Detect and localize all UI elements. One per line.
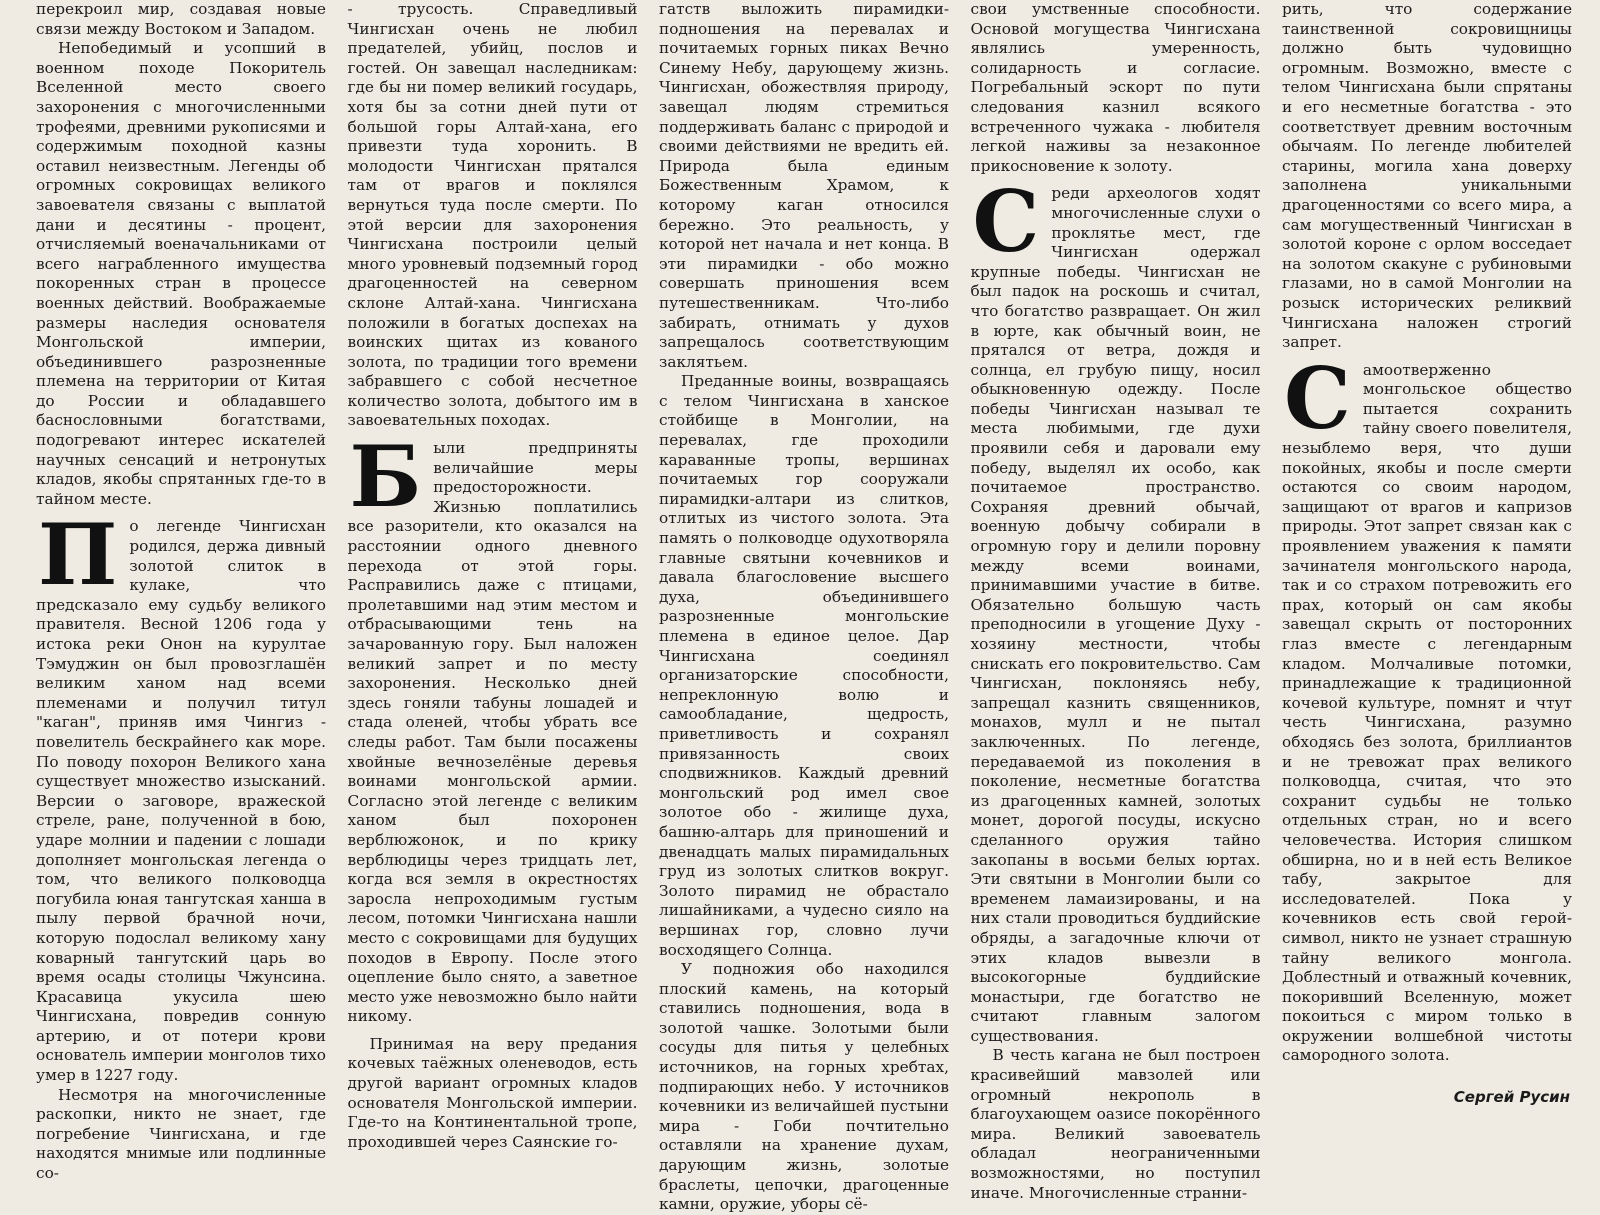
paragraph: [348, 0, 638, 431]
paragraph: [971, 0, 1261, 176]
drop-cap-letter: П: [38, 505, 118, 605]
article-column-1: [36, 0, 326, 1183]
paragraph: [659, 372, 949, 960]
paragraph: [36, 505, 326, 1085]
drop-cap-letter: С: [972, 172, 1040, 272]
paragraph: [36, 1086, 326, 1184]
article-column-2: [347, 0, 638, 1151]
drop-cap-letter: С: [1284, 348, 1351, 448]
article-column-4: [970, 0, 1261, 1202]
paragraph-text: Принимая на веру предания кочевых таёжных оленеводов, есть другой вариант огромных кладов основателя Монгольской империи. Где-то на Континентальной тропе, проходившей через Саянские го-: [347, 1034, 638, 1151]
paragraph: [36, 0, 326, 39]
paragraph: [659, 960, 949, 1215]
paragraph: [970, 172, 1261, 1046]
article-column-5: [1282, 0, 1572, 1107]
paragraph-text: Непобедимый и усопший в военном походе Покоритель Вселенной место своего захоронения с многочисленными трофеями, древними рукописями и содержимым походной казны оставил неизвестным. Легенды об огромных сокровищах великого завоевателя связаны с выплатой дани и десятины - процент, отчисляемый военачальниками от всего награбленного имущества покоренных стран в процессе военных действий. Воображаемые размеры наследия основателя Монгольской империи, объединившего разрозненные племена на территории от Китая до России и обладавшего баснословными богатствами, подогревают интерес искателей научных сенсаций и нетронутых кладов, якобы спрятанных где-то в тайном месте.: [36, 39, 326, 508]
paragraph-text: гатств выложить пирамидки-подношения на перевалах и почитаемых горных пиках Вечно Синему Небу, дарующему жизнь. Чингисхан, обожествляя природу, завещал людям стремиться поддерживать баланс с природой и своими действиями не вредить ей. Природа была единым Божественным Храмом, к которому каган относился бережно. Это реальность, у которой нет начала и нет конца. В эти пирамидки - обо можно совершать приношения всем путешественникам. Что-либо забирать, отнимать у духов запрещалось соответствующим заклятьем.: [659, 0, 949, 371]
paragraph-text: - трусость. Справедливый Чингисхан очень не любил предателей, убийц, послов и гостей. Он завещал наследникам: где бы ни помер великий государь, хотя бы за сотни дней пути от большой горы Алтай-хана, его привезти туда хоронить. В молодости Чингисхан прятался там от врагов и поклялся вернуться туда после смерти. По этой версии для захоронения Чингисхана построили целый много уровневый подземный город драгоценностей на северном склоне Алтай-хана. Чингисхана положили в богатых доспехах на воинских щитах из кованого золота, по традиции того времени забравшего с собой несчетное количество золота, добытого им в завоевательных походах.: [347, 0, 638, 430]
paragraph-text: реди археологов ходят многочисленные слухи о проклятье мест, где Чингисхан одержал крупные победы. Чингисхан не был падок на роскошь и считал, что богатство развращает. Он жил в юрте, как обычный воин, не прятался от ветра, дождя и солнца, ел грубую пищу, носил обыкновенную одежду. После победы Чингисхан называл те места любимыми, где духи проявили себя и даровали ему победу, выделял их особо, как почитаемое пространство. Сохраняя древний обычай, военную добычу собирали в огромную гору и делили поровну между всеми воинами, принимавшими участие в битве. Обязательно большую часть преподносили в угощение Духу - хозяину местности, чтобы снискать его покровительство. Сам Чингисхан, поклоняясь небу, запрещал казнить священников, монахов, мулл и не пытал заключенных. По легенде, передаваемой из поколения в поколение, несметные богатства из драгоценных камней, золотых монет, дорогой посуды, искусно сделанного оружия тайно закопаны в восьми белых юртах. Эти святыни в Монголии были со временем ламаизированы, и на них стали проводиться буддийские обряды, а загадочные ключи от этих кладов вывезли в высокогорные буддийские монастыри, где богатство не считают главным залогом существования.: [970, 184, 1261, 1045]
paragraph-text: свои умственные способности. Основой могущества Чингисхана являлись умеренность, солидарность и согласие. Погребальный эскорт по пути следования казнил всякого встреченного чужака - любителя легкой наживы за незаконное прикосновение к золоту.: [970, 0, 1261, 175]
article-column-3: [659, 0, 949, 1214]
paragraph: [347, 427, 638, 1027]
paragraph-text: ыли предприняты величайшие меры предосторожности. Жизнью поплатились все разорители, кто оказался на расстоянии одного дневного перехода от этой горы. Расправились даже с птицами, пролетавшими над этим местом и отбрасывающими тень на зачарованную гору. Был наложен великий запрет и по месту захоронения. Несколько дней здесь гоняли табуны лошадей и стада оленей, чтобы убрать все следы работ. Там были посажены хвойные вечнозелёные деревья воинами монгольской армии. Согласно этой легенде с великим ханом был похоронен верблюжонок, и по крику верблюдицы через тридцать лет, когда вся земля в окрестностях заросла непроходимым густым лесом, потомки Чингисхана нашли место с сокровищами для будущих походов в Европу. После этого оцепление было снято, а заветное место уже невозможно было найти никому.: [347, 439, 638, 1026]
paragraph-text: амоотверженно монгольское общество пытается сохранить тайну своего повелителя, незыблемо веря, что души покойных, якобы и после смерти остаются со своим народом, защищают от врагов и капризов природы. Этот запрет связан как с проявлением уважения к памяти зачинателя монгольского народа, так и со страхом потревожить его прах, который он сам якобы завещал скрыть от посторонних глаз вместе с легендарным кладом. Молчаливые потомки, принадлежащие к традиционной кочевой культуре, помнят и чтут честь Чингисхана, разумно обходясь без золота, бриллиантов и не тревожат прах великого полководца, считая, что это сохранит судьбы не только отдельных стран, но и всего человечества. История слишком обширна, но и в ней есть Великое табу, закрытое для исследователей. Пока у кочевников есть свой герой-символ, никто не узнает страшную тайну великого монгола. Доблестный и отважный кочевник, покоривший Вселенную, может покоиться с миром только в окружении волшебной чистоты самородного золота.: [1282, 360, 1572, 1065]
paragraph: [36, 39, 326, 509]
paragraph-text: перекроил мир, создавая новые связи между Востоком и Западом.: [36, 0, 326, 38]
paragraph-text: У подножия обо находился плоский камень, на который ставились подношения, вода в золотой чашке. Золотыми были сосуды для питья у целебных источников, на горных хребтах, подпирающих небо. У источников кочевники из величайшей пустыни мира - Гоби почтительно оставляли на хранение духам, дарующим жизнь, золотые браслеты, цепочки, драгоценные камни, оружие, уборы сё-: [659, 960, 949, 1214]
paragraph: [1282, 0, 1572, 353]
paragraph-text: рить, что содержание таинственной сокровищницы должно быть чудовищно огромным. Возможно, вместе с телом Чингисхана были спрятаны и его несметные богатства - это соответствует древним восточным обычаям. По легенде любителей старины, могила хана доверху заполнена уникальными драгоценностями со всего мира, а сам могущественный Чингисхан в золотой короне с орлом восседает на золотом скакуне с рубиновыми глазами, но в самой Монголии на розыск исторических реликвий Чингисхана наложен строгий запрет.: [1282, 0, 1572, 352]
author-signature: Сергей Русин: [1453, 1088, 1570, 1107]
column-5-body: [1282, 0, 1572, 1066]
paragraph-text: В честь кагана не был построен красивейший мавзолей или огромный некрополь в благоухающем оазисе покорённого мира. Великий завоеватель обладал неограниченными возможностями, но поступил иначе. Многочисленные странни-: [970, 1046, 1261, 1202]
paragraph-text: о легенде Чингисхан родился, держа дивный золотой слиток в кулаке, что предсказало ему судьбу великого правителя. Весной 1206 года у истока реки Онон на курултае Тэмуджин он был провозглашён великим ханом над всеми племенами и получил титул "каган", приняв имя Чингиз - повелитель бескрайнего как море. По поводу похорон Великого хана существует множество изысканий. Версии о заговоре, вражеской стреле, ране, полученной в бою, ударе молнии и падении с лошади дополняет монгольская легенда о том, что великого полководца погубила юная тангутская ханша в пылу первой брачной ночи, которую подослал великому хану коварный тангутский царь во время осады столицы Чжунсина. Красавица укусила шею Чингисхана, повредив сонную артерию, и от потери крови основатель империи монголов тихо умер в 1227 году.: [36, 517, 326, 1085]
paragraph: [971, 1046, 1261, 1203]
paragraph: [348, 1035, 638, 1153]
drop-cap-letter: Б: [349, 427, 422, 527]
paragraph-text: Преданные воины, возвращаясь с телом Чингисхана в ханское стойбище в Монголии, на перевалах, где проходили караванные тропы, вершинах почитаемых гор сооружали пирамидки-алтари из слитков, отлитых из чистого золота. Эта память о полководце одухотворяла главные святыни кочевников и давала благословение высшего духа, объединившего разрозненные монгольские племена в единое целое. Дар Чингисхана соединял организаторские способности, непреклонную волю и самообладание, щедрость, приветливость и сохранял привязанность своих сподвижников. Каждый древний монгольский род имел свое золотое обо - жилище духа, башню-алтарь для приношений и двенадцать малых пирамидальных груд из золотых слитков вокруг. Золото пирамид не обрастало лишайниками, а чудесно сияло на вершинах гор, словно лучи восходящего Солнца.: [659, 372, 949, 959]
paragraph: [1282, 348, 1572, 1066]
paragraph: [659, 0, 949, 372]
newspaper-page: [36, 0, 1572, 1214]
paragraph-text: Несмотря на многочисленные раскопки, никто не знает, где погребение Чингисхана, и где находятся мнимые или подлинные со-: [36, 1085, 326, 1183]
